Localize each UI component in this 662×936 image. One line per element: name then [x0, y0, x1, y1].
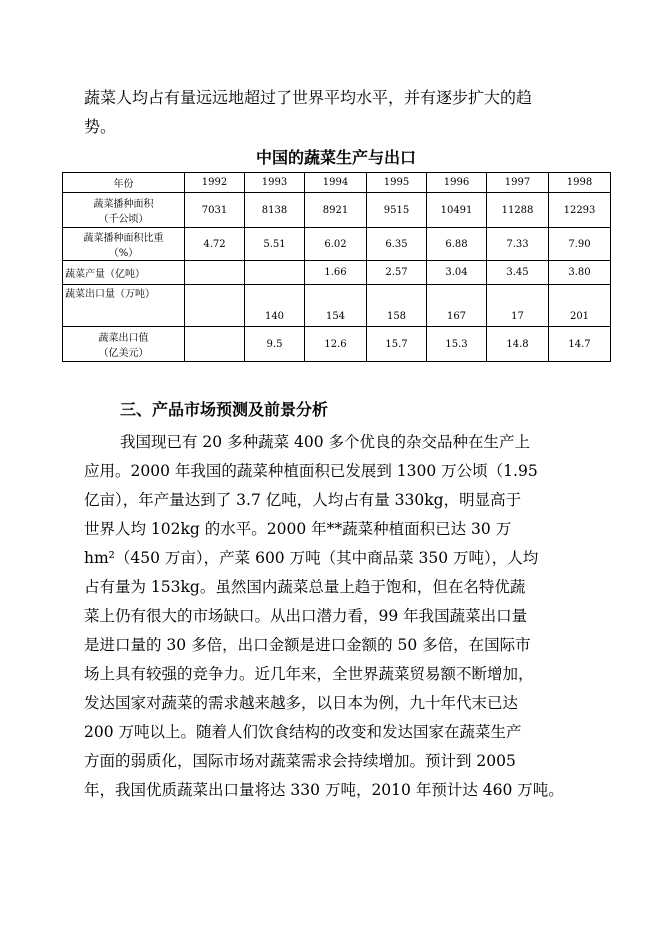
- paragraph-line: 是进口量的 30 多倍，出口金额是进口金额的 50 多倍，在国际市: [84, 636, 531, 654]
- table-cell: [185, 261, 245, 285]
- table-title: 中国的蔬菜生产与出口: [255, 148, 416, 167]
- table-cell: 15.7: [367, 327, 427, 362]
- header-cell: 1997: [487, 173, 549, 193]
- table-cell: 7.33: [487, 228, 549, 261]
- table-cell: 7031: [185, 193, 245, 228]
- paragraph-line: 场上具有较强的竞争力。近几年来，全世界蔬菜贸易额不断增加，: [84, 665, 534, 683]
- row-label-line: 蔬菜出口值: [98, 333, 149, 344]
- intro-line-2: 势。: [84, 117, 117, 136]
- paragraph-line: 我国现已有 20 多种蔬菜 400 多个优良的杂交品种在生产上: [120, 433, 531, 451]
- paragraph-line: 年，我国优质蔬菜出口量将达 330 万吨，2010 年预计达 460 万吨。: [84, 781, 564, 799]
- table-header-row: [63, 173, 611, 193]
- table-cell: [245, 261, 305, 285]
- table-cell: 154: [305, 285, 367, 327]
- paragraph-line: 亿亩），年产量达到了 3.7 亿吨，人均占有量 330kg，明显高于: [84, 491, 522, 509]
- table-cell: 15.3: [427, 327, 487, 362]
- header-cell: 1998: [549, 173, 611, 193]
- row-label-line: 蔬菜出口量（万吨）: [65, 289, 155, 300]
- table-cell: 9.5: [245, 327, 305, 362]
- row-label: [63, 327, 185, 362]
- table-cell: 17: [487, 285, 549, 327]
- table-cell: 201: [549, 285, 611, 327]
- paragraph-line: hm²（450 万亩），产菜 600 万吨（其中商品菜 350 万吨），人均: [84, 549, 539, 567]
- table-cell: 3.45: [487, 261, 549, 285]
- table-cell: 158: [367, 285, 427, 327]
- paragraph-line: 菜上仍有很大的市场缺口。从出口潜力看，99 年我国蔬菜出口量: [84, 607, 528, 625]
- paragraph-line: 发达国家对蔬菜的需求越来越多，以日本为例，九十年代末已达: [84, 694, 519, 712]
- header-cell: 1992: [185, 173, 245, 193]
- table-cell: 14.7: [549, 327, 611, 362]
- table-cell: 10491: [427, 193, 487, 228]
- row-label: [63, 193, 185, 228]
- row-label-line: 蔬菜播种面积: [93, 199, 154, 210]
- table-cell: 3.80: [549, 261, 611, 285]
- table-cell: 6.88: [427, 228, 487, 261]
- table-cell: 4.72: [185, 228, 245, 261]
- table-cell: 7.90: [549, 228, 611, 261]
- section-paragraph: [84, 428, 604, 805]
- table-cell: [185, 285, 245, 327]
- table-cell: 11288: [487, 193, 549, 228]
- header-cell: 年份: [63, 173, 185, 193]
- table-cell: [185, 327, 245, 362]
- table-cell: 167: [427, 285, 487, 327]
- row-label: [63, 285, 185, 327]
- header-cell: 1994: [305, 173, 367, 193]
- table-row: [63, 261, 611, 285]
- paragraph-line: 200 万吨以上。随着人们饮食结构的改变和发达国家在蔬菜生产: [84, 723, 522, 741]
- table-cell: 2.57: [367, 261, 427, 285]
- header-cell: 1993: [245, 173, 305, 193]
- table-cell: 8138: [245, 193, 305, 228]
- table-cell: 14.8: [487, 327, 549, 362]
- table-cell: 12.6: [305, 327, 367, 362]
- table-cell: 8921: [305, 193, 367, 228]
- table-cell: 1.66: [305, 261, 367, 285]
- row-label: [63, 261, 185, 285]
- intro-line-1: 蔬菜人均占有量远远地超过了世界平均水平，并有逐步扩大的趋: [84, 88, 533, 107]
- table-row: [63, 193, 611, 228]
- section-heading: 三、产品市场预测及前景分析: [120, 400, 329, 419]
- row-label-line: 蔬菜播种面积比重: [83, 233, 164, 244]
- header-cell: 1995: [367, 173, 427, 193]
- table-cell: 6.02: [305, 228, 367, 261]
- table-cell: 5.51: [245, 228, 305, 261]
- row-label-line: （%）: [108, 248, 139, 259]
- production-export-table: [62, 172, 611, 362]
- table-row: [63, 327, 611, 362]
- paragraph-line: 方面的弱质化，国际市场对蔬菜需求会持续增加。预计到 2005: [84, 752, 516, 770]
- row-label-line: （千公顷）: [98, 214, 149, 225]
- row-label-line: 蔬菜产量（亿吨）: [65, 269, 145, 280]
- paragraph-line: 占有量为 153kg。虽然国内蔬菜总量上趋于饱和，但在名特优蔬: [84, 578, 526, 596]
- row-label-line: （亿美元）: [98, 348, 149, 359]
- header-cell: 1996: [427, 173, 487, 193]
- table-cell: 6.35: [367, 228, 427, 261]
- row-label: [63, 228, 185, 261]
- table-cell: 12293: [549, 193, 611, 228]
- table-cell: 140: [245, 285, 305, 327]
- table-cell: 9515: [367, 193, 427, 228]
- table-cell: 3.04: [427, 261, 487, 285]
- paragraph-line: 应用。2000 年我国的蔬菜种植面积已发展到 1300 万公顷（1.95: [84, 462, 538, 480]
- paragraph-line: 世界人均 102kg 的水平。2000 年**蔬菜种植面积已达 30 万: [84, 520, 512, 538]
- table-row: [63, 285, 611, 327]
- table-row: [63, 228, 611, 261]
